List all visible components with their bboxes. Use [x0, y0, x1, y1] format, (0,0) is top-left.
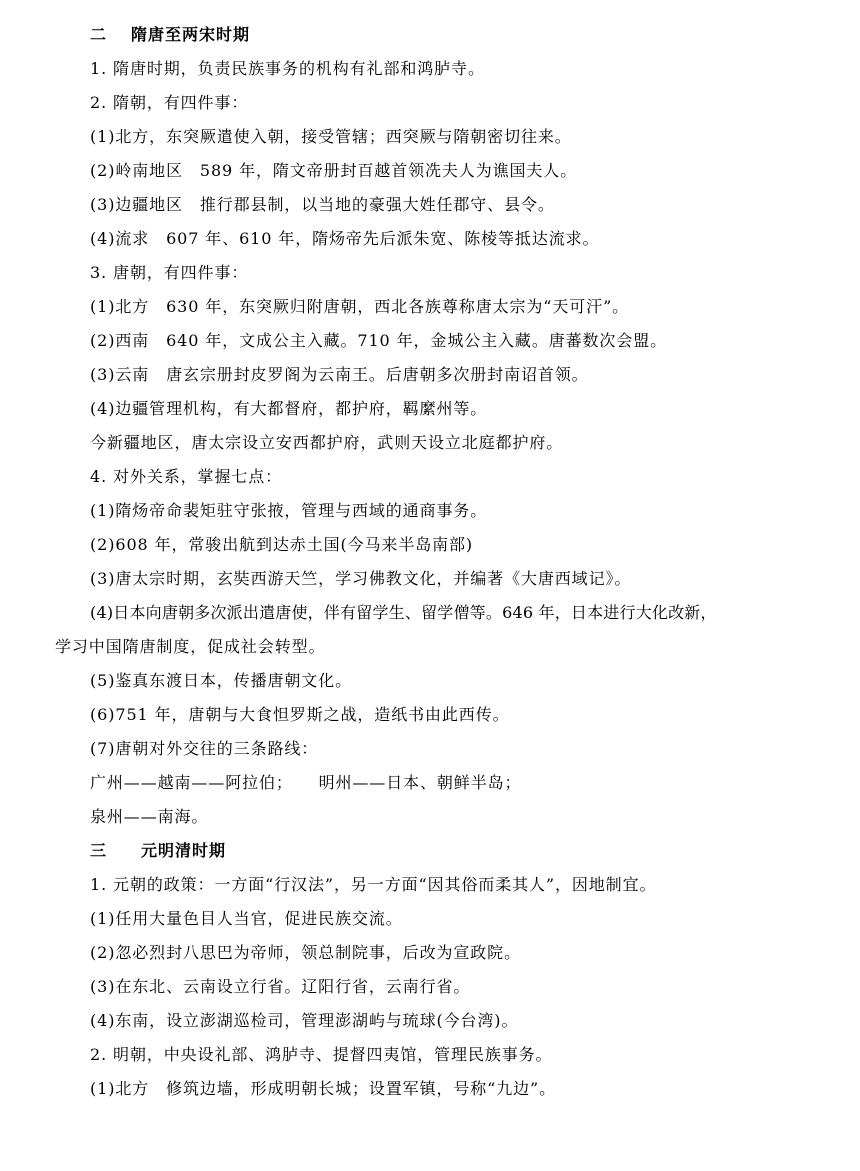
text-line: 广州——越南——阿拉伯； 明州——日本、朝鲜半岛； [90, 773, 522, 792]
text-line: (3)边疆地区 推行郡县制，以当地的豪强大姓任郡守、县令。 [90, 195, 555, 214]
text-line: 泉州——南海。 [90, 807, 209, 826]
section-number: 二 [90, 25, 108, 44]
section-heading [90, 24, 250, 46]
text-line: (2)西南 640 年，文成公主入藏。710 年，金城公主入藏。唐蕃数次会盟。 [90, 331, 668, 350]
text-line: (4)日本向唐朝多次派出遣唐使，伴有留学生、留学僧等。646 年，日本进行大化改新， [90, 603, 717, 622]
text-line: (3)唐太宗时期，玄奘西游天竺，学习佛教文化，并编著《大唐西域记》。 [90, 569, 632, 588]
text-line: (4)东南，设立澎湖巡检司，管理澎湖屿与琉球(今台湾)。 [90, 1011, 519, 1030]
text-line: (1)北方 630 年，东突厥归附唐朝，西北各族尊称唐太宗为“天可汗”。 [90, 297, 630, 316]
text-line: (1)北方 修筑边墙，形成明朝长城；设置军镇，号称“九边”。 [90, 1079, 557, 1098]
text-line: 4. 对外关系，掌握七点： [90, 467, 283, 486]
text-line: (4)边疆管理机构，有大都督府，都护府，羁縻州等。 [90, 399, 488, 418]
text-line: 今新疆地区，唐太宗设立安西都护府，武则天设立北庭都护府。 [90, 433, 564, 452]
text-line: 1. 隋唐时期，负责民族事务的机构有礼部和鸿胪寺。 [90, 59, 485, 78]
text-line: (2)忽必烈封八思巴为帝师，领总制院事，后改为宣政院。 [90, 943, 521, 962]
text-line: (1)隋炀帝命裴矩驻守张掖，管理与西域的通商事务。 [90, 501, 488, 520]
text-line: (3)在东北、云南设立行省。辽阳行省，云南行省。 [90, 977, 471, 996]
text-line: (4)流求 607 年、610 年，隋炀帝先后派朱宽、陈棱等抵达流求。 [90, 229, 600, 248]
text-line: 1. 元朝的政策：一方面“行汉法”，另一方面“因其俗而柔其人”，因地制宜。 [90, 875, 657, 894]
section-heading [90, 840, 226, 862]
section-number: 三 [90, 841, 108, 860]
text-line: (2)608 年，常骏出航到达赤土国(今马来半岛南部) [90, 535, 474, 554]
text-line: 2. 隋朝，有四件事： [90, 93, 249, 112]
section-title: 元明清时期 [141, 841, 227, 860]
text-line: (3)云南 唐玄宗册封皮罗阁为云南王。后唐朝多次册封南诏首领。 [90, 365, 589, 384]
text-line: (5)鉴真东渡日本，传播唐朝文化。 [90, 671, 352, 690]
text-line: (6)751 年，唐朝与大食怛罗斯之战，造纸书由此西传。 [90, 705, 510, 724]
text-line: 2. 明朝，中央设礼部、鸿胪寺、提督四夷馆，管理民族事务。 [90, 1045, 553, 1064]
text-line: (2)岭南地区 589 年，隋文帝册封百越首领冼夫人为谯国夫人。 [90, 161, 578, 180]
text-line: 3. 唐朝，有四件事： [90, 263, 249, 282]
section-title: 隋唐至两宋时期 [131, 25, 251, 44]
text-line: (7)唐朝对外交往的三条路线： [90, 739, 319, 758]
text-line: 学习中国隋唐制度，促成社会转型。 [55, 637, 326, 656]
text-line: (1)北方，东突厥遣使入朝，接受管辖；西突厥与隋朝密切往来。 [90, 127, 572, 146]
text-line: (1)任用大量色目人当官，促进民族交流。 [90, 909, 403, 928]
